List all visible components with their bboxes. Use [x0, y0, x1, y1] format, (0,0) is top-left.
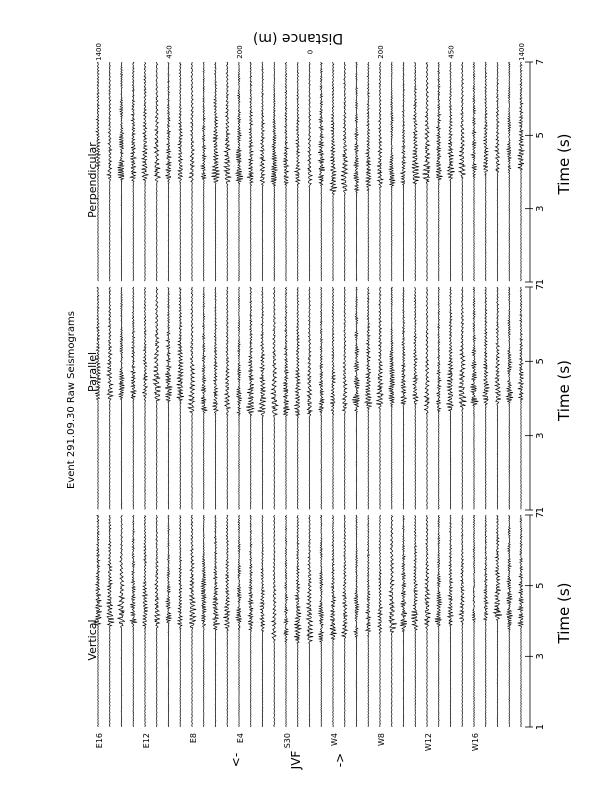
trace-1-29 [424, 515, 430, 727]
trace-1-2 [107, 515, 115, 727]
station-label-W12: W12 [424, 733, 433, 752]
trace-2-6 [153, 287, 161, 509]
trace-3-24 [365, 62, 370, 281]
time-tick-label-3-1: 1 [535, 278, 546, 286]
trace-3-3 [118, 62, 124, 281]
trace-2-23 [352, 287, 359, 509]
time-tick-label-2-5: 5 [535, 358, 546, 365]
trace-1-25 [378, 515, 382, 727]
trace-3-37 [518, 62, 524, 281]
trace-2-10 [201, 287, 207, 509]
trace-1-6 [155, 515, 160, 727]
trace-1-24 [366, 515, 371, 727]
trace-3-32 [459, 62, 466, 281]
trace-2-19 [307, 287, 312, 509]
trace-2-33 [470, 287, 478, 509]
trace-1-19 [307, 515, 314, 727]
trace-3-13 [236, 62, 243, 281]
trace-2-34 [482, 287, 489, 509]
trace-1-17 [284, 515, 288, 727]
trace-2-14 [246, 287, 254, 509]
trace-2-24 [365, 287, 372, 509]
distance-tick-1: 1400 [95, 43, 103, 61]
trace-group [94, 62, 524, 727]
jvf-label: JVF [289, 750, 303, 770]
trace-3-5 [142, 62, 149, 281]
trace-1-15 [260, 515, 265, 727]
trace-2-13 [237, 287, 241, 509]
trace-1-32 [459, 515, 464, 727]
trace-3-17 [284, 62, 289, 281]
trace-3-34 [483, 62, 488, 281]
trace-1-23 [354, 515, 358, 727]
trace-2-7 [165, 287, 172, 509]
trace-1-30 [435, 515, 442, 727]
trace-2-20 [319, 287, 325, 509]
distance-tick-4: 0 [306, 49, 315, 55]
trace-1-34 [484, 515, 488, 727]
trace-3-8 [178, 62, 182, 281]
time-tick-label-2-3: 3 [535, 432, 546, 439]
trace-1-35 [494, 515, 502, 727]
distance-tick-7: 1400 [518, 43, 526, 61]
time-tick-label-1-3: 3 [535, 653, 546, 660]
trace-1-13 [236, 515, 241, 727]
trace-1-5 [143, 515, 148, 727]
time-tick-label-3-3: 3 [535, 205, 546, 212]
trace-3-14 [247, 62, 254, 281]
trace-2-11 [213, 287, 218, 509]
distance-tick-3: 200 [236, 45, 244, 59]
trace-3-9 [189, 62, 194, 281]
trace-2-4 [130, 287, 135, 509]
trace-3-16 [271, 62, 277, 281]
time-axis-label-2: Time (s) [555, 360, 573, 421]
trace-3-4 [130, 62, 136, 281]
trace-2-21 [330, 287, 335, 509]
trace-1-26 [389, 515, 397, 727]
trace-2-25 [376, 287, 383, 509]
station-label-E8: E8 [189, 733, 198, 744]
trace-1-22 [342, 515, 348, 727]
station-label-W4: W4 [330, 733, 339, 746]
trace-2-35 [495, 287, 501, 509]
trace-2-26 [389, 287, 395, 509]
station-label-W16: W16 [471, 733, 480, 752]
trace-3-23 [354, 62, 359, 281]
trace-3-26 [389, 62, 395, 281]
trace-2-16 [271, 287, 278, 509]
trace-3-21 [330, 62, 337, 281]
trace-1-28 [411, 515, 417, 727]
panel-title-1: Vertical [86, 619, 99, 661]
trace-1-4 [130, 515, 137, 727]
trace-2-32 [459, 287, 467, 509]
trace-2-37 [518, 287, 523, 509]
trace-3-29 [422, 62, 430, 281]
trace-2-18 [295, 287, 300, 509]
trace-2-30 [436, 287, 440, 509]
trace-3-27 [401, 62, 405, 281]
trace-3-18 [295, 62, 300, 281]
trace-2-29 [424, 287, 429, 509]
jvf-left-arrow: <- [229, 752, 243, 768]
trace-3-12 [224, 62, 231, 281]
trace-3-6 [154, 62, 160, 281]
distance-tick-6: 450 [447, 45, 456, 59]
trace-3-30 [436, 62, 443, 281]
time-tick-label-1-7: 7 [535, 511, 546, 519]
station-label-E12: E12 [142, 733, 151, 749]
trace-1-9 [189, 515, 196, 727]
trace-1-33 [472, 515, 475, 727]
trace-1-3 [118, 515, 125, 727]
trace-1-16 [272, 515, 276, 727]
distance-axis-label: Distance (m) [252, 30, 344, 46]
station-label-E4: E4 [236, 733, 245, 744]
time-tick-label-2-1: 1 [535, 506, 546, 514]
trace-1-20 [319, 515, 324, 727]
trace-2-15 [258, 287, 266, 509]
trace-2-36 [506, 287, 513, 509]
time-tick-label-1-5: 5 [535, 582, 546, 589]
trace-3-22 [341, 62, 348, 281]
trace-2-5 [142, 287, 147, 509]
trace-2-12 [225, 287, 231, 509]
trace-3-31 [448, 62, 455, 281]
trace-2-31 [446, 287, 453, 509]
trace-2-28 [413, 287, 419, 509]
trace-2-17 [283, 287, 289, 509]
time-tick-label-3-5: 5 [535, 132, 546, 139]
station-label-E16: E16 [95, 733, 104, 749]
trace-3-25 [377, 62, 383, 281]
trace-3-20 [318, 62, 325, 281]
trace-1-7 [166, 515, 171, 727]
time-axis-label-1: Time (s) [555, 582, 573, 644]
trace-2-8 [177, 287, 184, 509]
trace-2-22 [343, 287, 347, 509]
station-label-W8: W8 [377, 733, 386, 746]
trace-2-27 [401, 287, 407, 509]
trace-1-18 [294, 515, 301, 727]
trace-2-1 [95, 287, 101, 509]
trace-3-11 [211, 62, 219, 281]
trace-3-35 [495, 62, 499, 281]
trace-3-7 [165, 62, 171, 281]
trace-1-36 [506, 515, 512, 727]
trace-1-11 [213, 515, 220, 727]
trace-3-10 [201, 62, 206, 281]
trace-1-31 [448, 515, 454, 727]
panel-title-2: Parallel [86, 351, 99, 393]
trace-2-3 [119, 287, 124, 509]
trace-1-8 [178, 515, 182, 727]
trace-1-10 [201, 515, 206, 727]
trace-3-2 [107, 62, 111, 281]
trace-3-33 [472, 62, 477, 281]
time-tick-label-3-7: 7 [535, 58, 546, 66]
trace-1-27 [401, 515, 407, 727]
axes-group [525, 62, 533, 727]
distance-tick-5: 200 [377, 45, 385, 59]
trace-1-37 [518, 515, 524, 727]
distance-tick-2: 450 [165, 45, 174, 59]
trace-3-19 [308, 62, 312, 281]
trace-3-15 [260, 62, 264, 281]
station-label-S30: S30 [283, 733, 292, 749]
trace-3-28 [412, 62, 420, 281]
panel-title-3: Perpendicular [86, 142, 99, 218]
trace-2-2 [107, 287, 113, 509]
trace-2-9 [188, 287, 194, 509]
time-axis-label-3: Time (s) [555, 133, 573, 195]
trace-1-14 [248, 515, 253, 727]
trace-1-21 [330, 515, 337, 727]
time-tick-label-1-1: 1 [535, 723, 546, 731]
trace-3-36 [507, 62, 511, 281]
jvf-right-arrow: -> [333, 752, 347, 768]
trace-1-12 [223, 515, 229, 727]
time-tick-label-2-7: 7 [535, 283, 546, 291]
chart-title: Event 291.09.30 Raw Seismograms [66, 311, 77, 489]
